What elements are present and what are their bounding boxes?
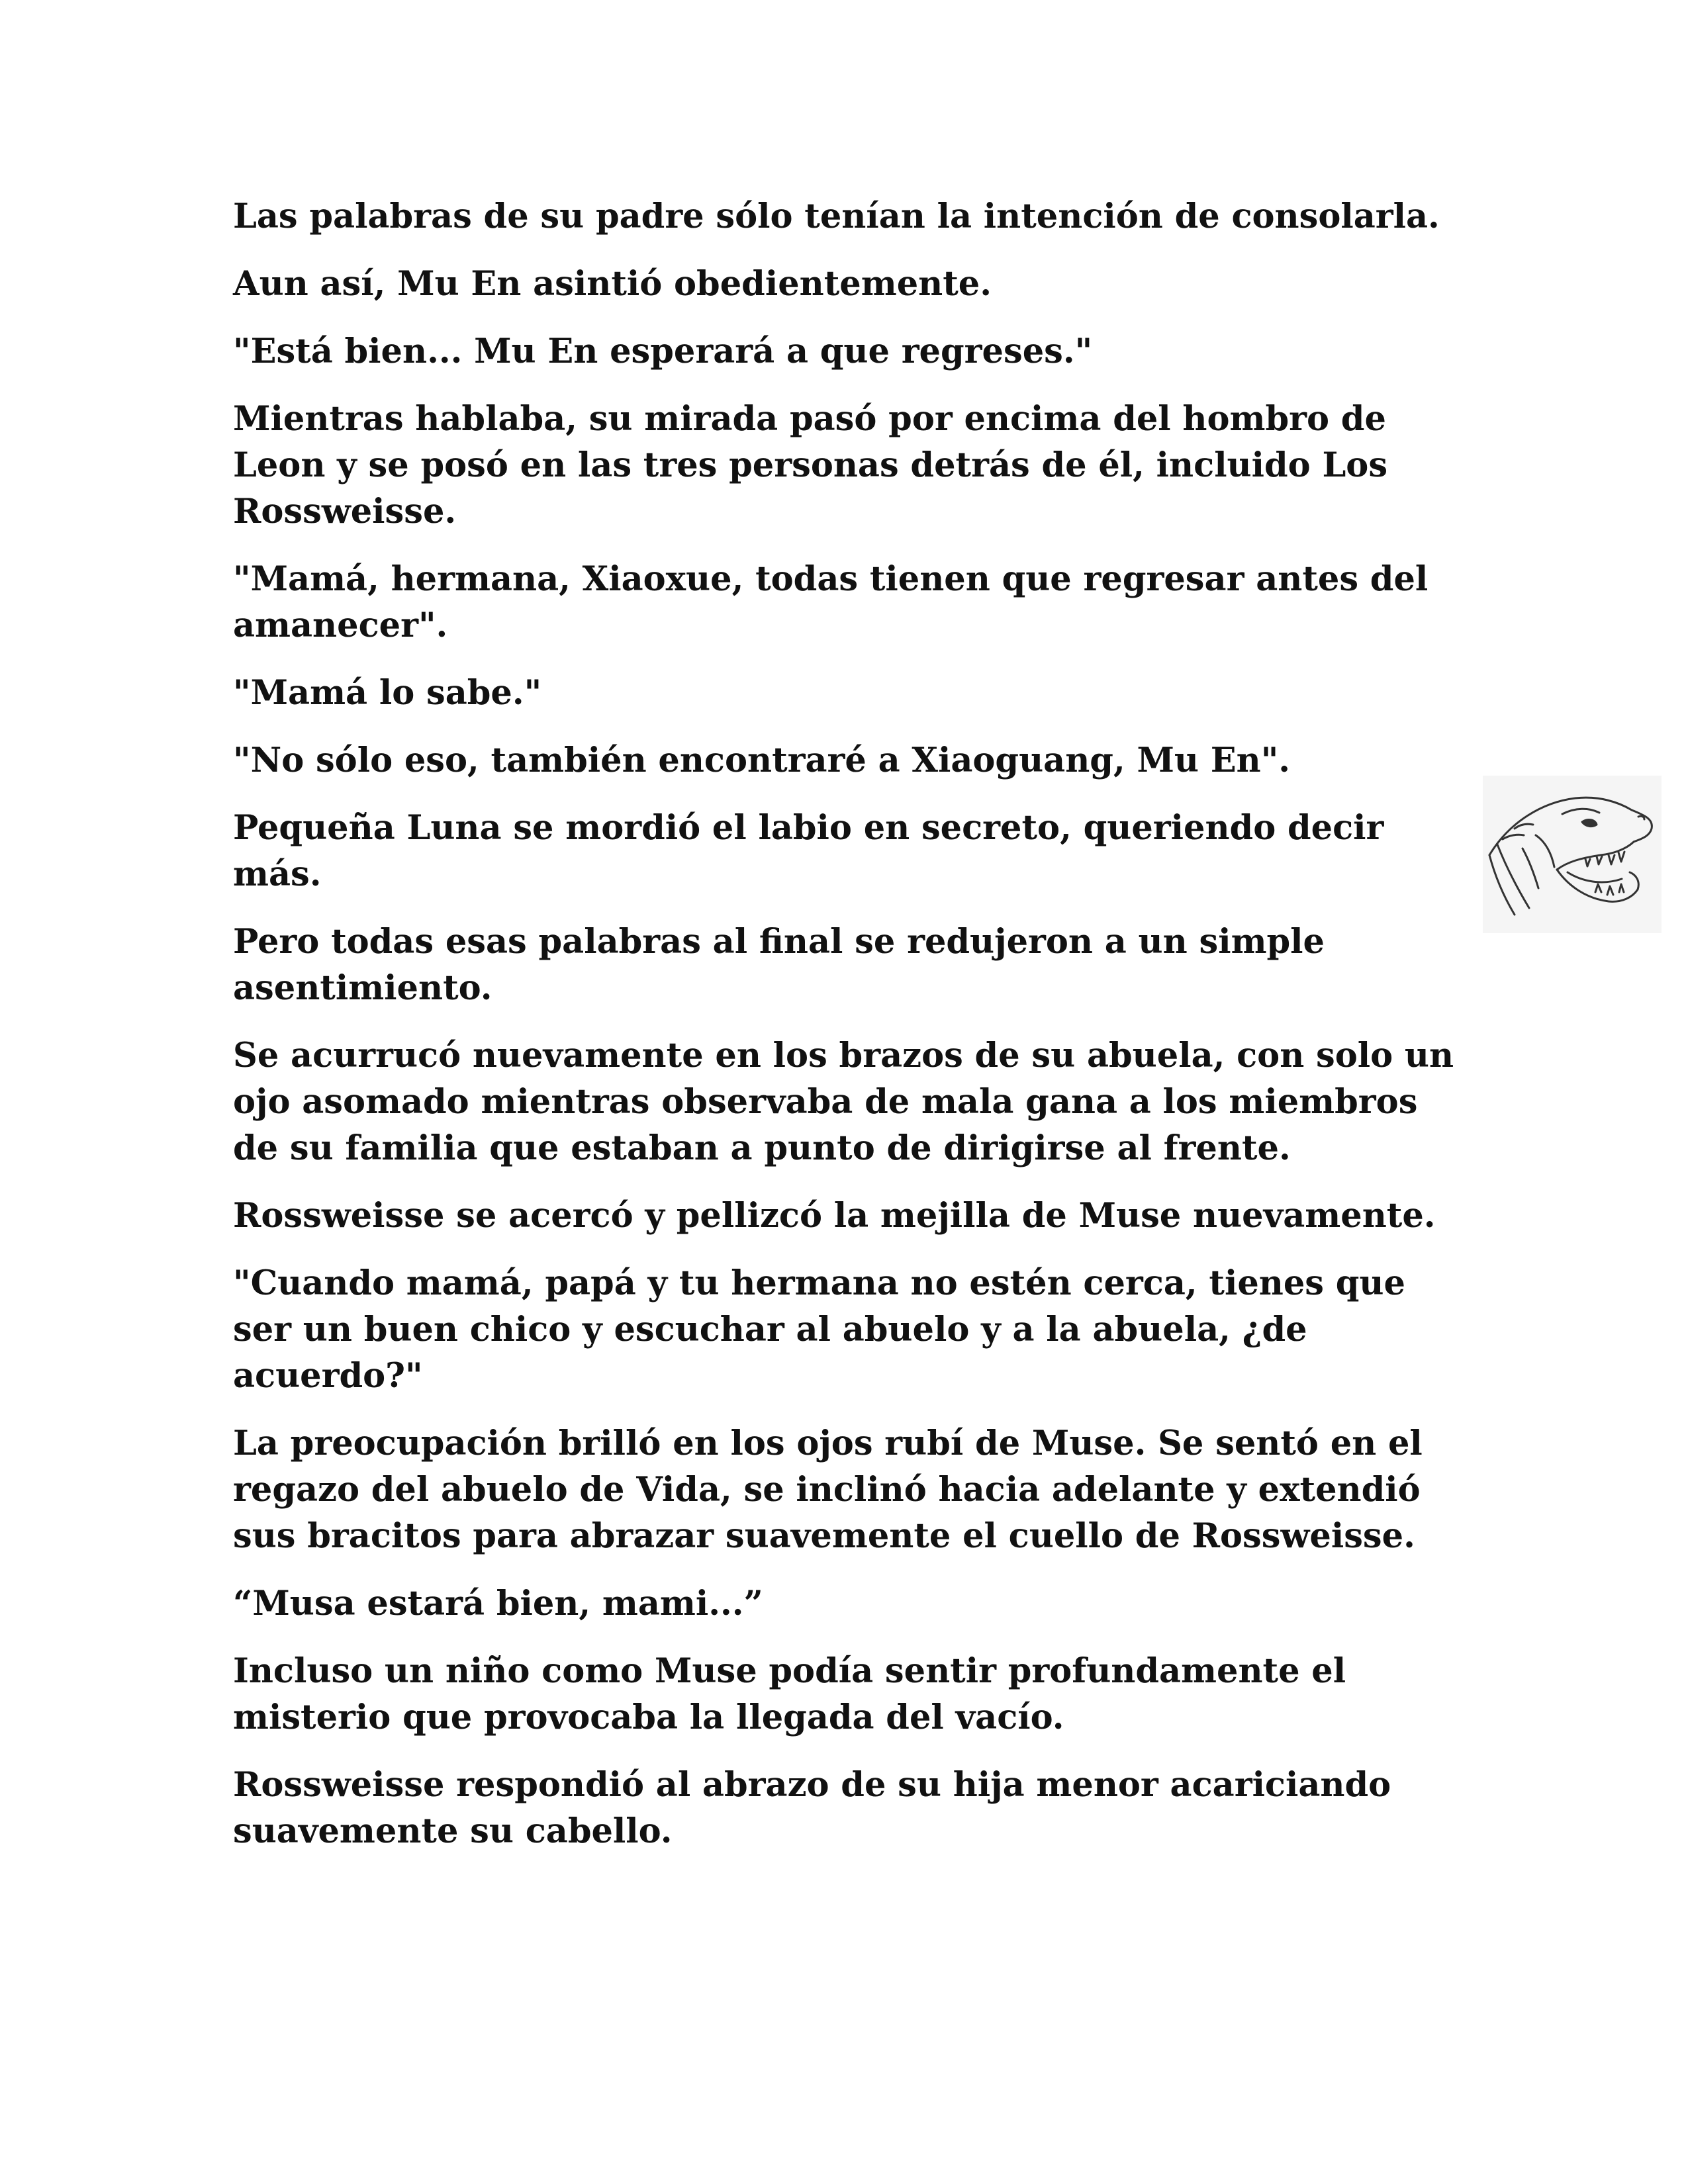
paragraph: Se acurrucó nuevamente en los brazos de su abuela, con solo un ojo asomado mientras observaba de mala gana a los miembros de su familia que estaban a punto de dirigirse al frente. (233, 1036, 1454, 1168)
dinosaur-head-sketch-icon (1483, 776, 1662, 933)
paragraph: Pero todas esas palabras al final se redujeron a un simple asentimiento. (233, 922, 1325, 1008)
paragraph: Las palabras de su padre sólo tenían la intención de consolarla. (233, 197, 1440, 236)
paragraph: La preocupación brilló en los ojos rubí de Muse. Se sentó en el regazo del abuelo de Vida, se inclinó hacia adelante y extendió sus bracitos para abrazar suavemente el cuello de Rossweisse. (233, 1424, 1423, 1556)
paragraph: “Musa estará bien, mami...” (233, 1584, 763, 1623)
paragraph: Pequeña Luna se mordió el labio en secreto, queriendo decir más. (233, 808, 1384, 894)
paragraph: Aun así, Mu En asintió obedientemente. (233, 264, 992, 304)
paragraph: "Mamá lo sabe." (233, 673, 542, 713)
paragraph: Mientras hablaba, su mirada pasó por encima del hombro de Leon y se posó en las tres personas detrás de él, incluido Los Rossweisse. (233, 399, 1388, 531)
paragraph: Rossweisse respondió al abrazo de su hija menor acariciando suavemente su cabello. (233, 1765, 1391, 1851)
paragraph: Incluso un niño como Muse podía sentir profundamente el misterio que provocaba la llegada del vacío. (233, 1651, 1346, 1737)
paragraph: "Cuando mamá, papá y tu hermana no estén cerca, tienes que ser un buen chico y escuchar al abuelo y a la abuela, ¿de acuerdo?" (233, 1263, 1405, 1396)
paragraph: "No sólo eso, también encontraré a Xiaoguang, Mu En". (233, 741, 1291, 780)
paragraph: "Está bien... Mu En esperará a que regreses." (233, 332, 1093, 371)
paragraph: "Mamá, hermana, Xiaoxue, todas tienen que regresar antes del amanecer". (233, 559, 1429, 645)
body-text (233, 193, 1458, 1876)
paragraph: Rossweisse se acercó y pellizcó la mejilla de Muse nuevamente. (233, 1196, 1436, 1236)
